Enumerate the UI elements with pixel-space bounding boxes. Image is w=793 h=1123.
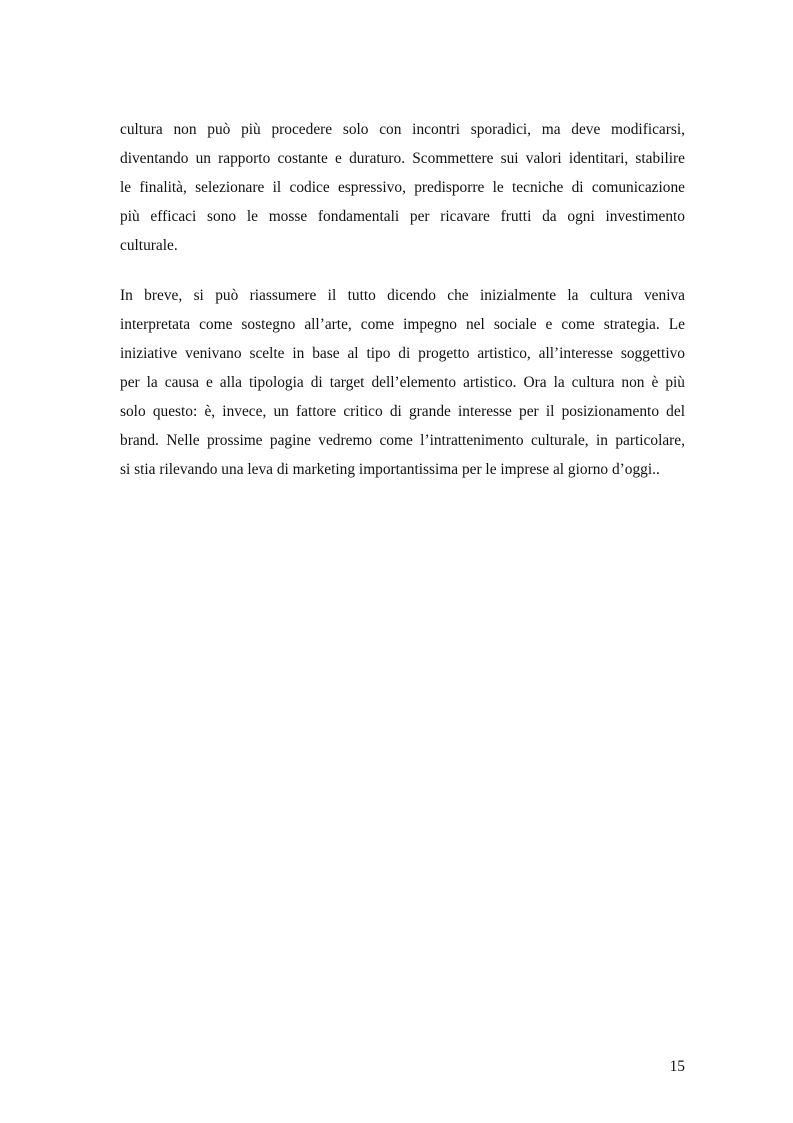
paragraph-line: solo questo: è, invece, un fattore critico di grande interesse per il posizionamento del	[120, 403, 685, 420]
paragraph-1	[120, 115, 685, 260]
paragraph-line: culturale.	[120, 237, 178, 254]
paragraph-line: diventando un rapporto costante e duraturo. Scommettere sui valori identitari, stabilire	[120, 150, 685, 167]
paragraph-line: si stia rilevando una leva di marketing importantissima per le imprese al giorno d’oggi..	[120, 461, 660, 478]
paragraph-line: iniziative venivano scelte in base al tipo di progetto artistico, all’interesse soggettivo	[120, 345, 685, 362]
paragraph-line: per la causa e alla tipologia di target dell’elemento artistico. Ora la cultura non è più	[120, 374, 685, 391]
paragraph-line: brand. Nelle prossime pagine vedremo come l’intrattenimento culturale, in particolare,	[120, 432, 685, 449]
paragraph-line: le finalità, selezionare il codice espressivo, predisporre le tecniche di comunicazione	[120, 179, 685, 196]
paragraph-2	[120, 281, 685, 484]
paragraph-line: interpretata come sostegno all’arte, come impegno nel sociale e come strategia. Le	[120, 316, 685, 333]
paragraph-line: In breve, si può riassumere il tutto dicendo che inizialmente la cultura veniva	[120, 287, 685, 304]
paragraph-line: più efficaci sono le mosse fondamentali per ricavare frutti da ogni investimento	[120, 208, 685, 225]
paragraph-line: cultura non può più procedere solo con incontri sporadici, ma deve modificarsi,	[120, 121, 685, 138]
page-number: 15	[669, 1058, 685, 1075]
